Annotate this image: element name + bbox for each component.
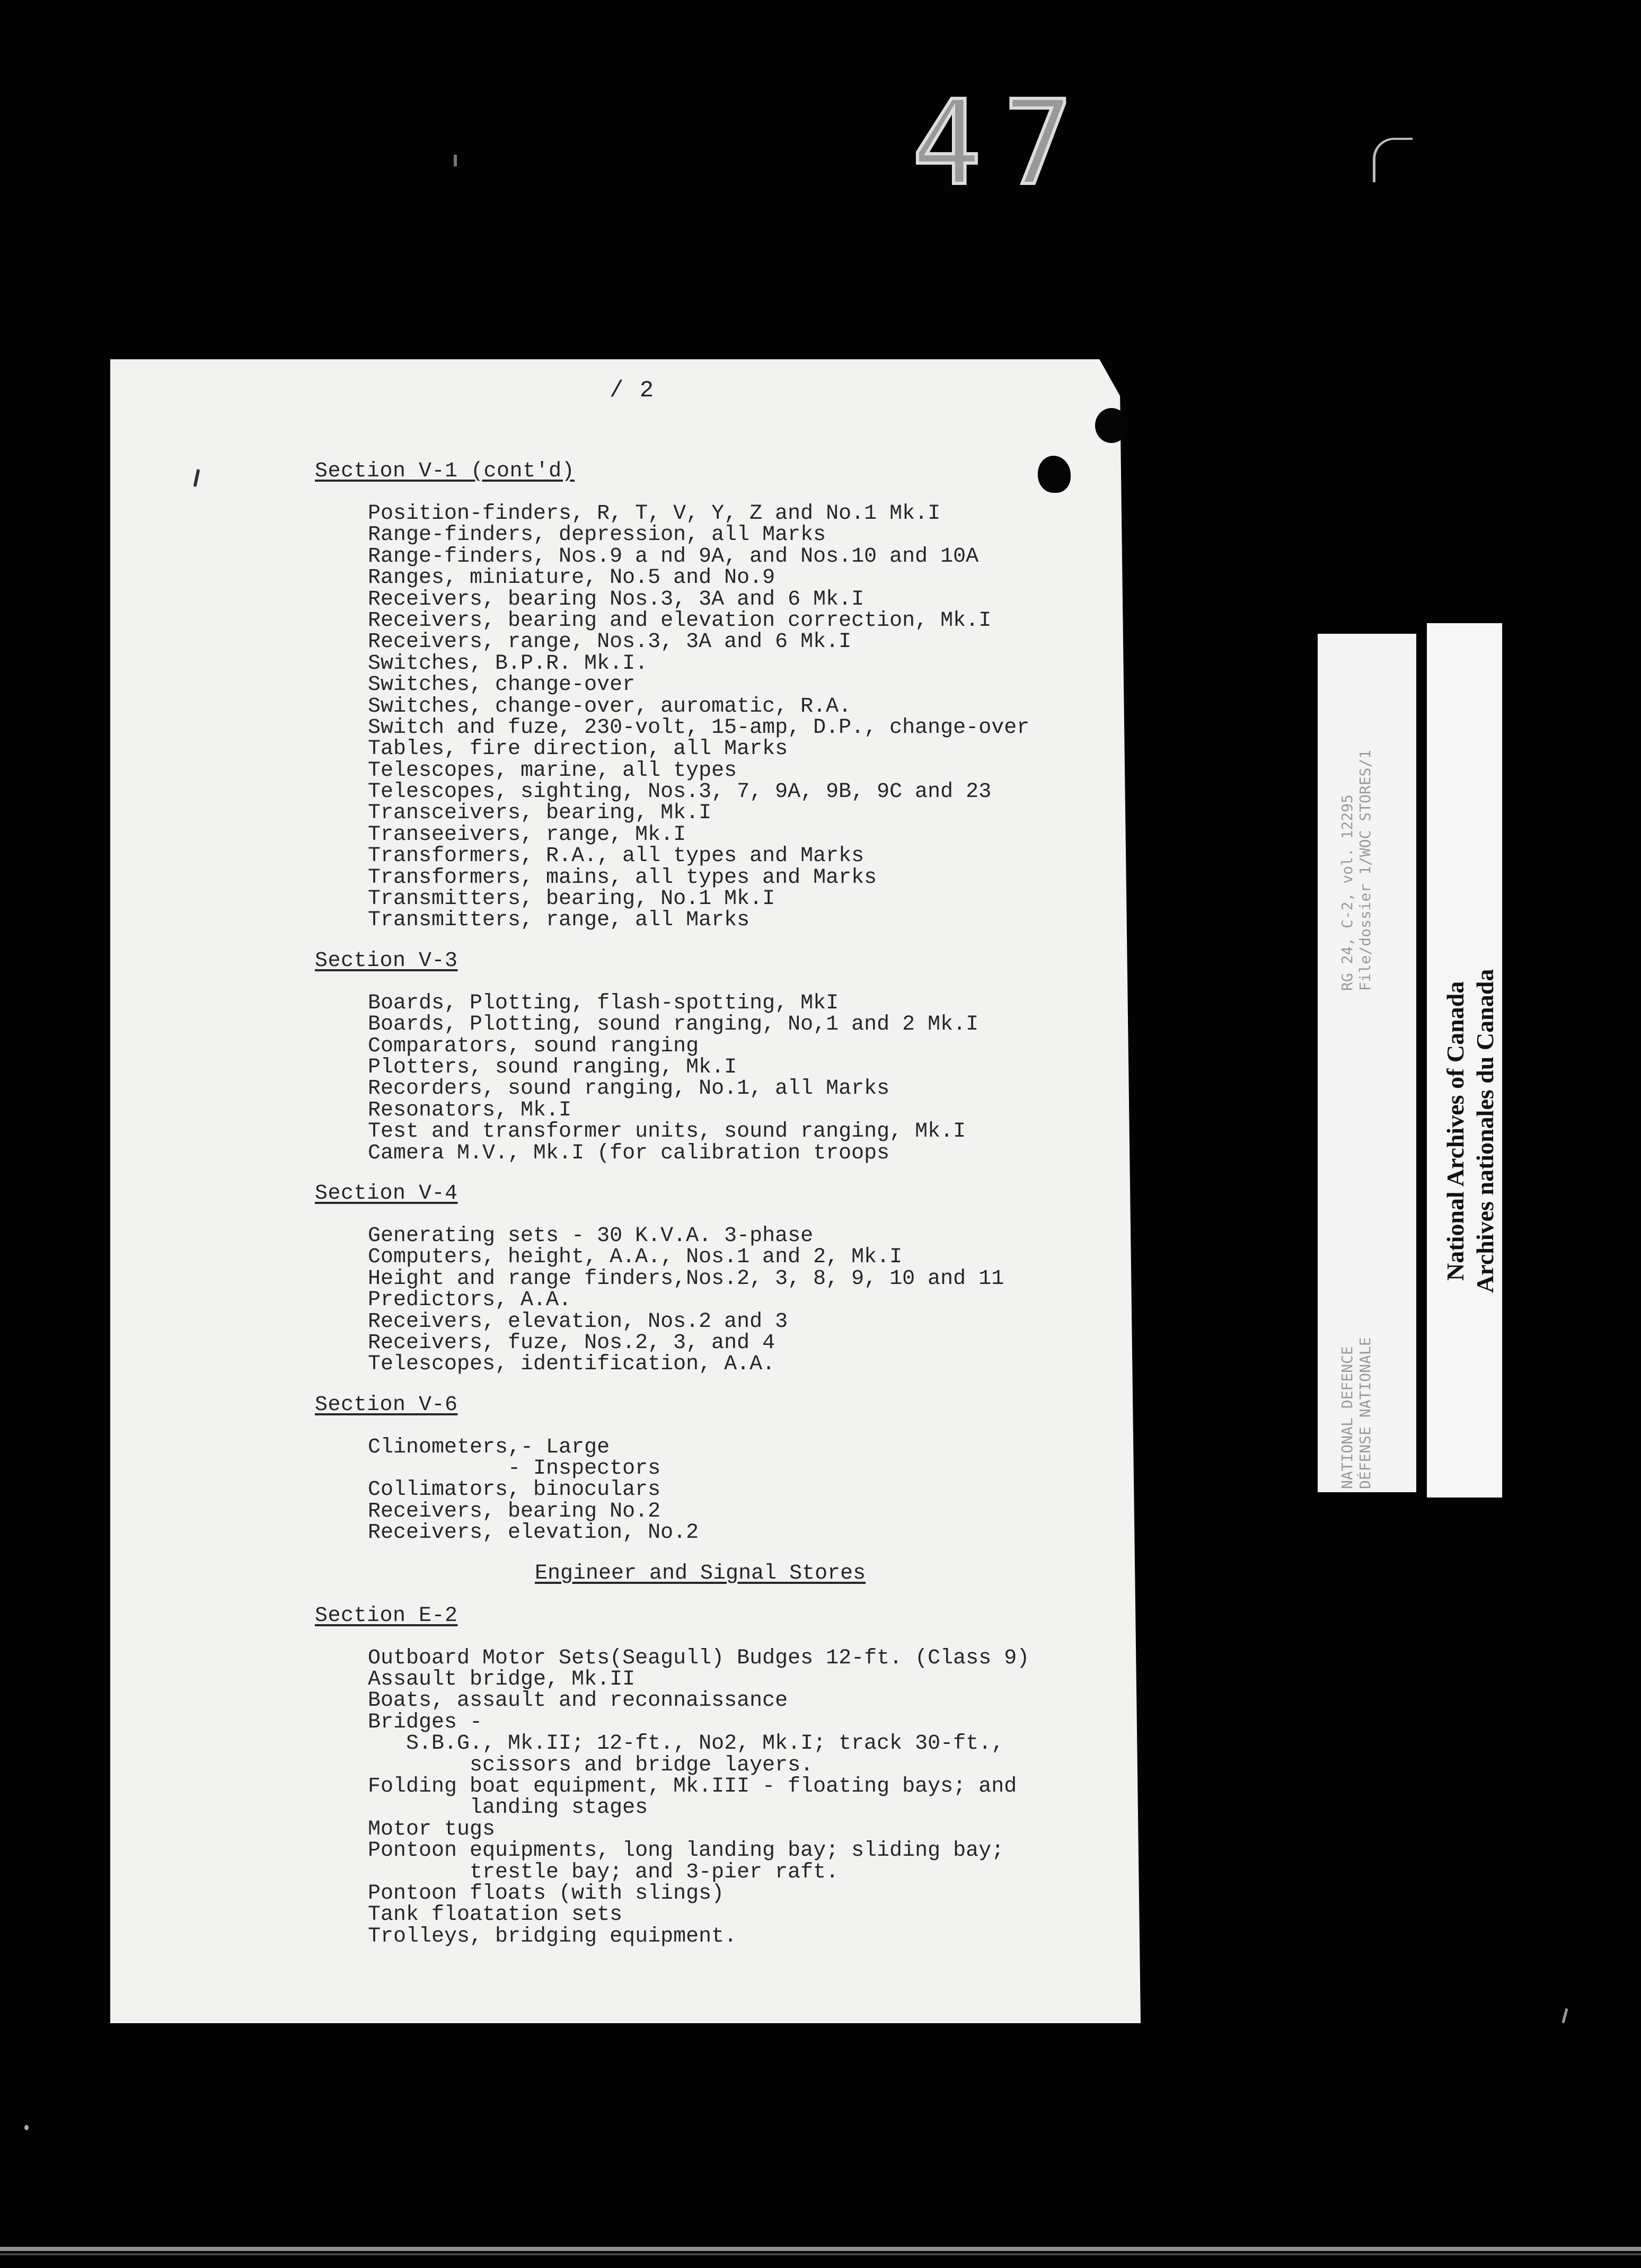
list-item: Clinometers,- Large [368,1435,610,1459]
department-stamp [1338,1337,1374,1489]
list-item: Camera M.V., Mk.I (for calibration troops [368,1141,890,1165]
department-line: NATIONAL DEFENCE [1338,1346,1356,1489]
section-v-4 [315,1183,1131,1376]
list-item: Ranges, miniature, No.5 and No.9 [368,566,775,590]
item-list [368,1226,1131,1376]
list-item: Outboard Motor Sets(Seagull) Budges 12-ft. (Class 9) [368,1646,1030,1670]
section-heading: Section V-4 [315,1181,458,1206]
list-item: Receivers, range, Nos.3, 3A and 6 Mk.I [368,630,852,654]
frame-number: 47 [912,75,1095,211]
list-item: Height and range finders,Nos.2, 3, 8, 9, 10 and 11 [368,1266,1004,1291]
list-item: Tank floatation sets [368,1903,623,1927]
section-v-1 [315,461,1131,932]
document-body [315,461,1131,1947]
list-item: Telescopes, sighting, Nos.3, 7, 9A, 9B, 9C and 23 [368,780,992,804]
archives-label [1441,969,1500,1293]
list-item: Boards, Plotting, flash-spotting, MkI [368,991,839,1015]
page-number: / 2 [610,377,655,404]
list-item: Receivers, fuze, Nos.2, 3, and 4 [368,1331,775,1355]
list-item: Transceivers, bearing, Mk.I [368,801,712,826]
list-item: Receivers, bearing Nos.3, 3A and 6 Mk.I [368,587,864,612]
list-item: Receivers, elevation, No.2 [368,1521,699,1545]
list-item: Motor tugs [368,1817,496,1841]
list-item: Switches, change-over [368,673,636,697]
list-item: Transmitters, bearing, No.1 Mk.I [368,887,775,911]
item-list [368,1648,1131,1947]
list-item: Transformers, R.A., all types and Marks [368,844,864,869]
archives-english: National Archives of Canada [1442,981,1469,1281]
list-item: Comparators, sound ranging [368,1034,699,1058]
list-item: Telescopes, identification, A.A. [368,1352,775,1377]
list-item: Transeeivers, range, Mk.I [368,822,686,847]
section-v-3 [315,951,1131,1164]
list-item: Switch and fuze, 230-volt, 15-amp, D.P., change-over [368,715,1030,740]
list-item: Folding boat equipment, Mk.III - floating bays; and [368,1774,1017,1799]
department-line: DÉFENSE NATIONALE [1356,1337,1374,1489]
item-list [368,1437,1131,1544]
list-item: Range-finders, depression, all Marks [368,523,826,547]
reference-line: RG 24, C-2, vol. 12295 [1338,794,1356,991]
list-item: - Inspectors [368,1457,661,1481]
list-item: Switches, change-over, auromatic, R.A. [368,694,852,719]
section-heading: Section E-2 [315,1603,458,1628]
list-item: Bridges - [368,1710,483,1734]
section-heading: Section V-1 (cont'd) [315,459,575,483]
film-edge [0,2253,1641,2255]
list-item: Telescopes, marine, all types [368,758,737,783]
list-item: Predictors, A.A. [368,1288,572,1313]
list-item: Resonators, Mk.I [368,1098,572,1122]
list-item: S.B.G., Mk.II; 12-ft., No2, Mk.I; track 30-ft., [368,1732,1004,1756]
reference-line: File/dossier 1/WOC STORES/1 [1356,749,1374,991]
reference-stamp [1338,750,1374,991]
engineer-signal-stores-heading: Engineer and Signal Stores [535,1561,866,1585]
punch-hole [1095,408,1128,443]
list-item: Assault bridge, Mk.II [368,1668,636,1692]
film-speck [1561,2008,1568,2023]
list-item: trestle bay; and 3-pier raft. [368,1860,839,1884]
film-edge [0,2247,1641,2251]
list-item: Plotters, sound ranging, Mk.I [368,1055,737,1079]
list-item: Receivers, bearing and elevation correction, Mk.I [368,608,992,633]
item-list [368,993,1131,1164]
list-item: Boats, assault and reconnaissance [368,1689,788,1713]
corner-mark [1373,138,1413,182]
list-item: Position-finders, R, T, V, Y, Z and No.1 Mk.I [368,502,941,526]
section-heading: Section V-3 [315,949,458,973]
list-item: scissors and bridge layers. [368,1753,814,1777]
list-item: Boards, Plotting, sound ranging, No,1 and 2 Mk.I [368,1013,979,1037]
section-heading: Section V-6 [315,1393,458,1417]
list-item: Range-finders, Nos.9 a nd 9A, and Nos.10 and 10A [368,544,979,569]
list-item: Recorders, sound ranging, No.1, all Marks [368,1077,890,1101]
list-item: Test and transformer units, sound ranging, Mk.I [368,1120,966,1144]
list-item: Pontoon floats (with slings) [368,1881,725,1906]
list-item: landing stages [368,1796,648,1820]
item-list [368,503,1131,932]
section-v-6 [315,1395,1131,1544]
film-speck [454,155,457,166]
list-item: Tables, fire direction, all Marks [368,737,788,761]
list-item: Pontoon equipments, long landing bay; sliding bay; [368,1839,1004,1863]
list-item: Computers, height, A.A., Nos.1 and 2, Mk.I [368,1245,903,1270]
archives-french: Archives nationales du Canada [1471,969,1498,1293]
list-item: Generating sets - 30 K.V.A. 3-phase [368,1224,814,1248]
list-item: Switches, B.P.R. Mk.I. [368,651,648,676]
list-item: Collimators, binoculars [368,1478,661,1502]
list-item: Receivers, bearing No.2 [368,1499,661,1523]
list-item: Transformers, mains, all types and Marks [368,865,877,890]
list-item: Transmitters, range, all Marks [368,908,750,933]
section-e-2 [315,1603,1131,1948]
list-item: Receivers, elevation, Nos.2 and 3 [368,1309,788,1334]
film-speck [24,2125,29,2130]
list-item: Trolleys, bridging equipment. [368,1924,737,1948]
